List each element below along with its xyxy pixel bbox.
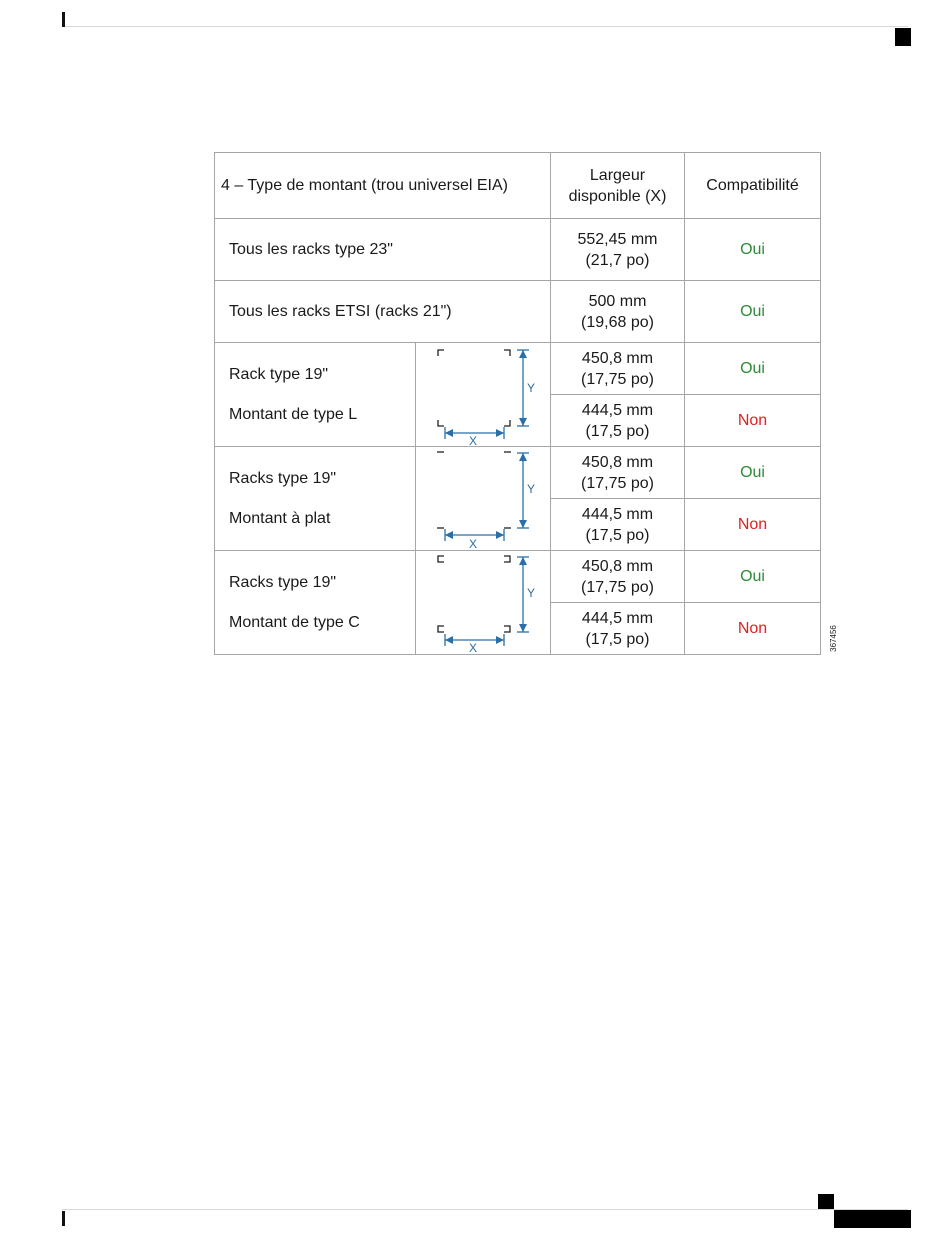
y-arrow-down — [519, 418, 527, 426]
header-available-width — [550, 153, 684, 219]
figure-id-text: 367456 — [828, 625, 838, 652]
width-in: (17,75 po) — [581, 578, 654, 596]
post-corner-top-right — [504, 350, 510, 356]
footer-corner-mark — [818, 1194, 834, 1209]
y-arrow-down — [519, 624, 527, 632]
width-mm: 444,5 mm — [581, 609, 654, 627]
post-diagram-cell — [416, 551, 551, 655]
x-arrow-left — [445, 429, 453, 437]
row-width — [550, 343, 684, 395]
width-mm: 450,8 mm — [581, 349, 654, 367]
l-post-diagram — [416, 344, 550, 446]
footer-tick — [62, 1211, 65, 1226]
compat-yes: Oui — [685, 447, 821, 499]
compat-yes: Oui — [685, 343, 821, 395]
row-width — [550, 499, 684, 551]
l-post-diagram-svg — [416, 344, 552, 446]
header-post-type — [215, 153, 551, 219]
y-dimension-label: Y — [527, 585, 536, 600]
table-row — [215, 343, 821, 395]
post-corner-bottom-right — [504, 420, 510, 426]
width-mm: 450,8 mm — [581, 557, 654, 575]
rack-compatibility-table — [214, 152, 821, 655]
x-arrow-right — [496, 636, 504, 644]
row-width — [550, 447, 684, 499]
width-in: (17,75 po) — [581, 474, 654, 492]
rack-type-label: Racks type 19" — [229, 573, 337, 591]
width-in: (17,5 po) — [585, 526, 650, 544]
header-post-type-text: 4 – Type de montant (trou universel EIA) — [221, 176, 508, 194]
post-type-label: Montant de type C — [229, 613, 360, 631]
post-diagram-cell — [416, 343, 551, 447]
header-compatibility — [685, 153, 821, 219]
x-dimension-label: X — [469, 433, 478, 446]
c-post-diagram — [416, 552, 550, 654]
compat-no: Non — [685, 603, 821, 655]
header-width-line1: Largeur — [589, 166, 646, 184]
footer-rule — [62, 1209, 908, 1210]
row-width — [550, 603, 684, 655]
flat-post-diagram — [416, 448, 550, 550]
x-arrow-left — [445, 531, 453, 539]
y-arrow-up — [519, 350, 527, 358]
c-post-top-left — [438, 556, 444, 562]
table-header-row — [215, 153, 821, 219]
y-dimension-label: Y — [527, 481, 536, 496]
x-dimension-label: X — [469, 536, 478, 550]
width-mm: 450,8 mm — [581, 453, 654, 471]
y-arrow-up — [519, 453, 527, 461]
width-mm: 444,5 mm — [581, 401, 654, 419]
header-tick — [62, 12, 65, 27]
header-corner-mark — [895, 28, 911, 46]
c-post-bottom-left — [438, 626, 444, 632]
y-arrow-down — [519, 520, 527, 528]
post-diagram-cell — [416, 447, 551, 551]
compat-no: Non — [685, 499, 821, 551]
c-post-bottom-right — [504, 626, 510, 632]
header-rule — [62, 26, 908, 27]
y-arrow-up — [519, 557, 527, 565]
table-row — [215, 281, 821, 343]
group-label — [215, 447, 416, 551]
group-label — [215, 551, 416, 655]
row-width — [550, 395, 684, 447]
figure-id — [826, 622, 850, 656]
table-row — [215, 447, 821, 499]
post-corner-top-left — [438, 350, 444, 356]
rack-type-label: Rack type 19" — [229, 365, 329, 383]
width-in: (19,68 po) — [581, 313, 654, 331]
header-width-line2: disponible (X) — [568, 187, 667, 205]
header-compat-text: Compatibilité — [706, 176, 799, 194]
post-type-label: Montant à plat — [229, 509, 331, 527]
width-in: (17,5 po) — [585, 422, 650, 440]
width-mm: 444,5 mm — [581, 505, 654, 523]
c-post-top-right — [504, 556, 510, 562]
x-arrow-left — [445, 636, 453, 644]
compat-no: Non — [685, 395, 821, 447]
row-label: Tous les racks type 23" — [215, 219, 551, 281]
row-width — [550, 281, 684, 343]
compat-yes: Oui — [685, 281, 821, 343]
x-arrow-right — [496, 531, 504, 539]
row-width — [550, 219, 684, 281]
x-arrow-right — [496, 429, 504, 437]
c-post-diagram-svg — [416, 552, 552, 654]
compat-yes: Oui — [685, 551, 821, 603]
group-label — [215, 343, 416, 447]
table-row — [215, 551, 821, 603]
y-dimension-label: Y — [527, 380, 536, 395]
x-dimension-label: X — [469, 640, 478, 654]
width-mm: 500 mm — [588, 292, 647, 310]
rack-type-label: Racks type 19" — [229, 469, 337, 487]
width-in: (21,7 po) — [585, 251, 650, 269]
footer-page-tab — [834, 1210, 911, 1228]
post-corner-bottom-left — [438, 420, 444, 426]
flat-post-diagram-svg — [416, 448, 552, 550]
width-in: (17,75 po) — [581, 370, 654, 388]
width-mm: 552,45 mm — [577, 230, 658, 248]
table-row — [215, 219, 821, 281]
post-type-label: Montant de type L — [229, 405, 358, 423]
compat-yes: Oui — [685, 219, 821, 281]
row-label: Tous les racks ETSI (racks 21") — [215, 281, 551, 343]
row-width — [550, 551, 684, 603]
width-in: (17,5 po) — [585, 630, 650, 648]
